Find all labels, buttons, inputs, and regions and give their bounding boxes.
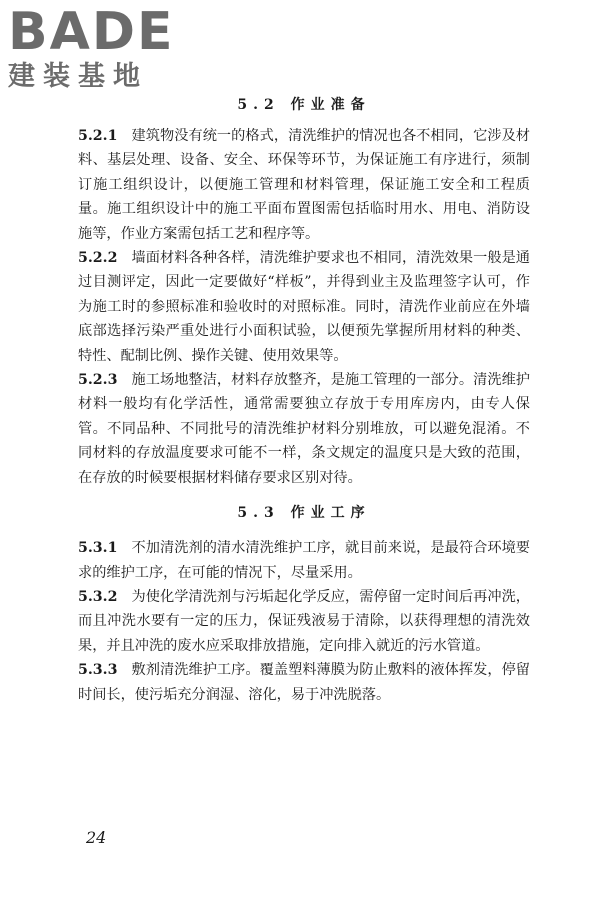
logo [8, 2, 188, 94]
clause-5-2-3 [78, 368, 530, 490]
page-number: 24 [86, 828, 107, 847]
clause-number: 5.2.2 [78, 250, 118, 267]
clause-5-2-1 [78, 124, 530, 246]
logo-mark: BADE [8, 2, 175, 62]
clause-5-2-2 [78, 246, 530, 368]
clause-number: 5.2.1 [78, 128, 118, 144]
clause-text: 施工场地整洁，材料存放整齐，是施工管理的一部分。清洗维护材料一般均有化学活性，通常需要独立存放于专用库房内，由专人保管。不同品种、不同批号的清洗维护材料分别堆放，可以避免混淆。不同材料的存放温度要求可能不一样，条文规定的温度只是大致的范围，在存放的时候要根据材料储存要求区别对待。 [78, 372, 530, 486]
clause-number: 5.2.3 [78, 372, 118, 389]
clause-5-3-2 [78, 585, 530, 658]
clause-5-3-3 [78, 658, 530, 707]
clause-text: 墙面材料各种各样，清洗维护要求也不相同，清洗效果一般是通过目测评定，因此一定要做好“样板”，并得到业主及监理签字认可，作为施工时的参照标准和验收时的对照标准。同时，清洗作业前应在外墙底部选择污染严重处进行小面积试验，以便预先掌握所用材料的种类、特性、配制比例、操作关键、使用效果等。 [78, 250, 530, 364]
clause-number: 5.3.1 [78, 540, 118, 557]
clause-5-3-1 [78, 536, 530, 585]
logo-subtitle: 建装基地 [8, 61, 148, 92]
clause-text: 为使化学清洗剂与污垢起化学反应，需停留一定时间后再冲洗，而且冲洗水要有一定的压力，保证残液易于清除，以获得理想的清洗效果，并且冲洗的废水应采取排放措施，定向排入就近的污水管道。 [78, 588, 530, 654]
section-title-5-3: 5.3 作业工序 [237, 505, 371, 522]
clause-text: 建筑物没有统一的格式，清洗维护的情况也各不相同，它涉及材料、基层处理、设备、安全、环保等环节，为保证施工有序进行，须制订施工组织设计，以便施工管理和材料管理，保证施工安全和工程质量。施工组织设计中的施工平面布置图需包括临时用水、用电、消防设施等，作业方案需包括工艺和程序等。 [78, 128, 530, 242]
clause-number: 5.3.2 [78, 588, 118, 605]
clause-number: 5.3.3 [78, 662, 118, 679]
clause-text: 不加清洗剂的清水清洗维护工序，就目前来说，是最符合环境要求的维护工序，在可能的情况下，尽量采用。 [78, 540, 530, 581]
section-title-5-2: 5.2 作业准备 [237, 97, 371, 113]
clause-text: 敷剂清洗维护工序。覆盖塑料薄膜为防止敷料的液体挥发，停留时间长，使污垢充分润湿、溶化，易于冲洗脱落。 [78, 662, 530, 703]
document-body [78, 92, 530, 707]
